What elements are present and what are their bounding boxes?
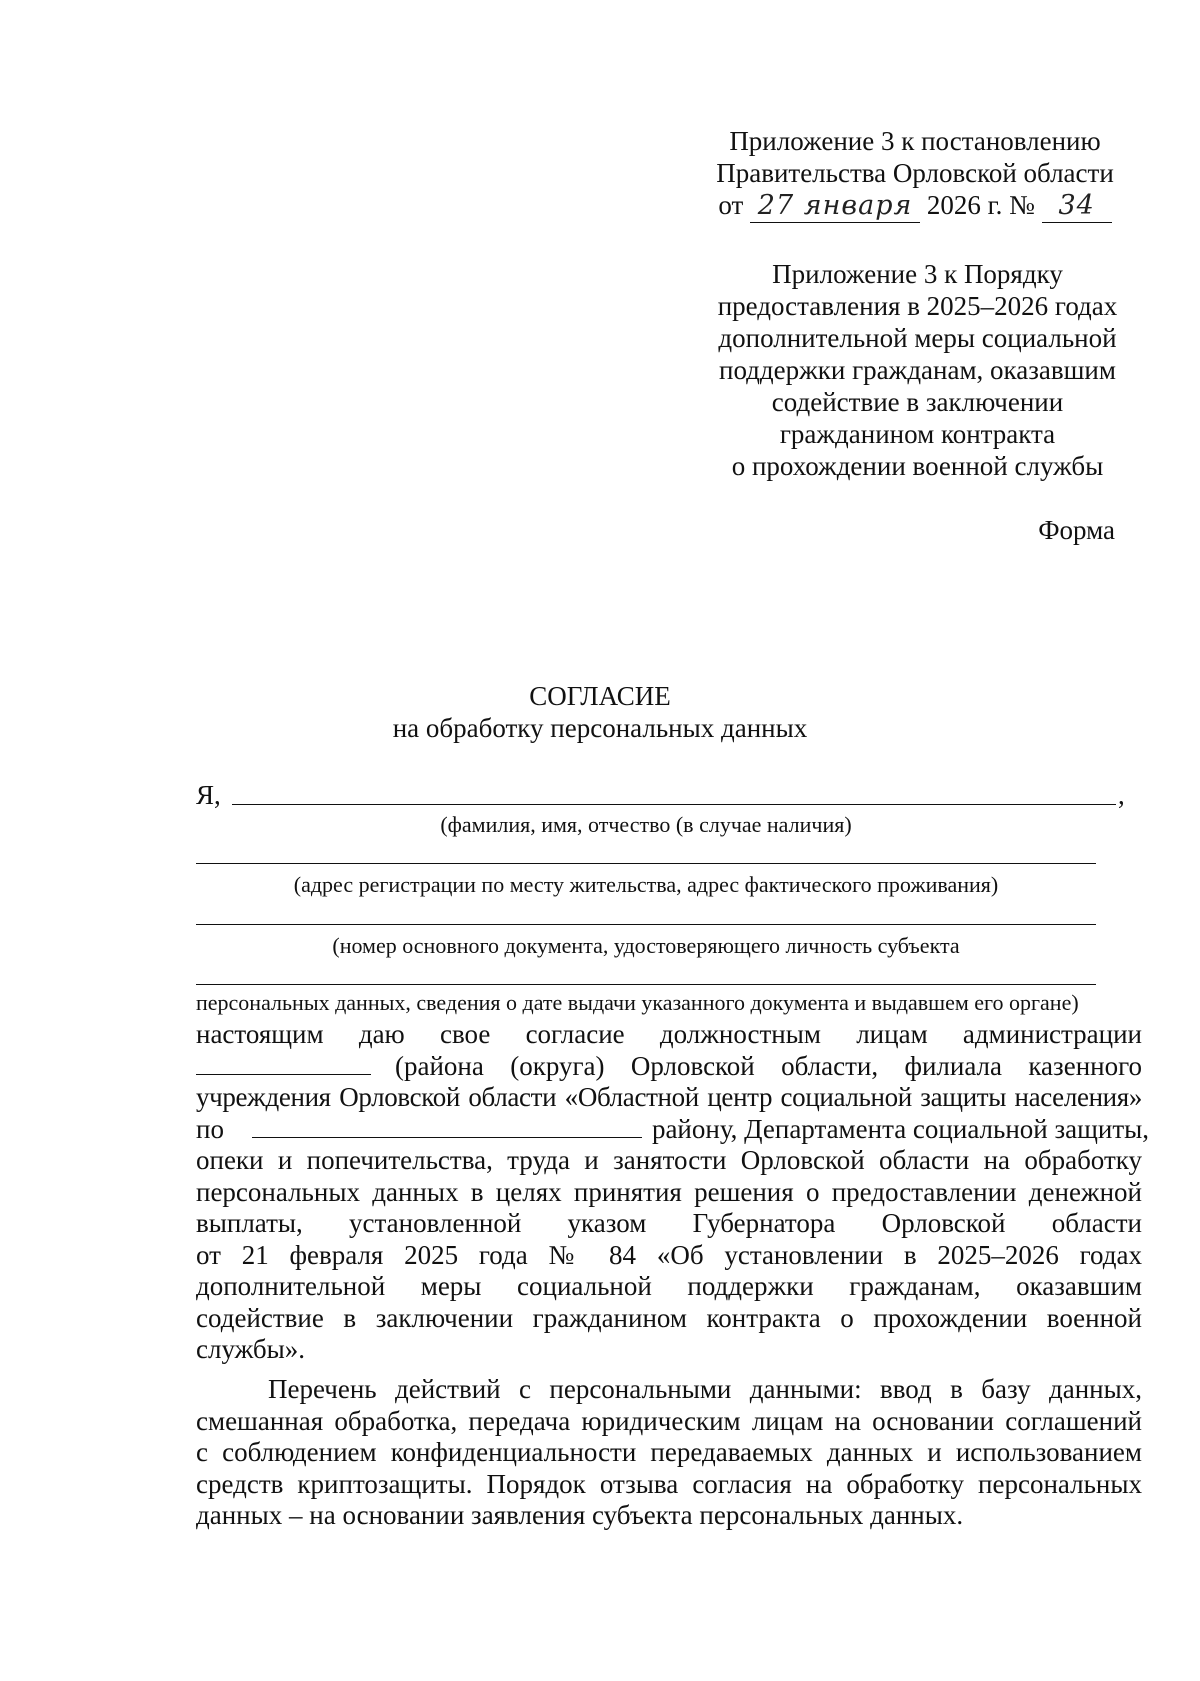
caption-name: (фамилия, имя, отчество (в случае наличия) xyxy=(440,812,852,837)
appendix-line: дополнительной меры социальной xyxy=(718,323,1117,353)
paragraph-line: с соблюдением конфиденциальности передаваемых данных и использованием xyxy=(196,1437,1142,1467)
consent-paragraph xyxy=(196,1019,1150,1366)
appendix-header xyxy=(705,258,1130,482)
paragraph-line: настоящим даю свое согласие должностным лицам администрации xyxy=(196,1019,1142,1049)
caption-address: (адрес регистрации по месту жительства, адрес фактического проживания) xyxy=(293,872,999,897)
paragraph-line: дополнительной меры социальной поддержки гражданам, оказавшим xyxy=(196,1271,1142,1301)
i-prefix: Я, xyxy=(196,780,221,810)
district-blank[interactable] xyxy=(196,1052,371,1075)
document-field-line-1[interactable] xyxy=(196,924,1096,925)
paragraph-line: учреждения Орловской области «Областной центр социальной защиты населения» xyxy=(196,1082,1142,1112)
appendix-line: содействие в заключении xyxy=(771,387,1064,417)
approval-line-1: Приложение 3 к постановлению xyxy=(729,126,1101,156)
appendix-line: поддержки гражданам, оказавшим xyxy=(719,355,1116,385)
address-field-line[interactable] xyxy=(196,863,1096,864)
paragraph-line: данных – на основании заявления субъекта персональных данных. xyxy=(196,1500,964,1530)
form-label: Форма xyxy=(1038,515,1115,545)
center-blank[interactable] xyxy=(252,1115,642,1138)
approval-header xyxy=(690,125,1140,223)
appendix-line: гражданином контракта xyxy=(779,419,1056,449)
paragraph-line: средств криптозащиты. Порядок отзыва согласия на обработку персональных xyxy=(196,1468,1142,1499)
appendix-line: о прохождении военной службы xyxy=(731,451,1104,481)
document-title xyxy=(0,680,1200,744)
paragraph-line-text: району, Департамента социальной защиты, xyxy=(651,1113,1150,1144)
paragraph-line: персональных данных в целях принятия решения о предоставлении денежной xyxy=(196,1176,1142,1207)
approval-date-line xyxy=(690,189,1140,223)
paragraph-line: от 21 февраля 2025 года № 84 «Об установлении в 2025–2026 годах xyxy=(196,1239,1142,1270)
paragraph-line: выплаты, установленной указом Губернатора Орловской области xyxy=(196,1208,1142,1238)
paragraph-line: содействие в заключении гражданином контракта о прохождении военной xyxy=(196,1302,1142,1333)
name-field-comma: , xyxy=(1118,780,1125,810)
handwritten-date: 27 января xyxy=(750,190,920,223)
year-number-label: 2026 г. № xyxy=(926,190,1035,220)
approval-line-2: Правительства Орловской области xyxy=(716,158,1114,188)
name-field-line[interactable] xyxy=(232,804,1116,805)
paragraph-line-with-blank xyxy=(196,1113,1150,1146)
caption-document-1: (номер основного документа, удостоверяющего личность субъекта xyxy=(332,933,960,958)
caption-document-2: персональных данных, сведения о дате выдачи указанного документа и выдавшем его органе) xyxy=(196,990,1079,1015)
title-sub: на обработку персональных данных xyxy=(392,713,808,743)
paragraph-line-with-blank xyxy=(196,1051,1142,1083)
appendix-line: Приложение 3 к Порядку xyxy=(772,259,1063,289)
name-field-row xyxy=(196,780,1096,811)
title-main: СОГЛАСИЕ xyxy=(529,681,671,711)
actions-paragraph xyxy=(196,1374,1142,1532)
paragraph-line-text: (района (округа) Орловской области, филиала казенного xyxy=(395,1050,1142,1081)
paragraph-line: смешанная обработка, передача юридическим лицам на основании соглашений xyxy=(196,1405,1142,1436)
paragraph-line-prefix: по xyxy=(196,1113,224,1144)
date-prefix: от xyxy=(718,190,744,220)
handwritten-number: 34 xyxy=(1042,190,1112,223)
appendix-line: предоставления в 2025–2026 годах xyxy=(717,291,1118,321)
paragraph-line: службы». xyxy=(196,1334,306,1364)
document-field-line-2[interactable] xyxy=(196,984,1096,985)
paragraph-line: опеки и попечительства, труда и занятости Орловской области на обработку xyxy=(196,1145,1142,1175)
paragraph-line: Перечень действий с персональными данными: ввод в базу данных, xyxy=(268,1374,1142,1404)
